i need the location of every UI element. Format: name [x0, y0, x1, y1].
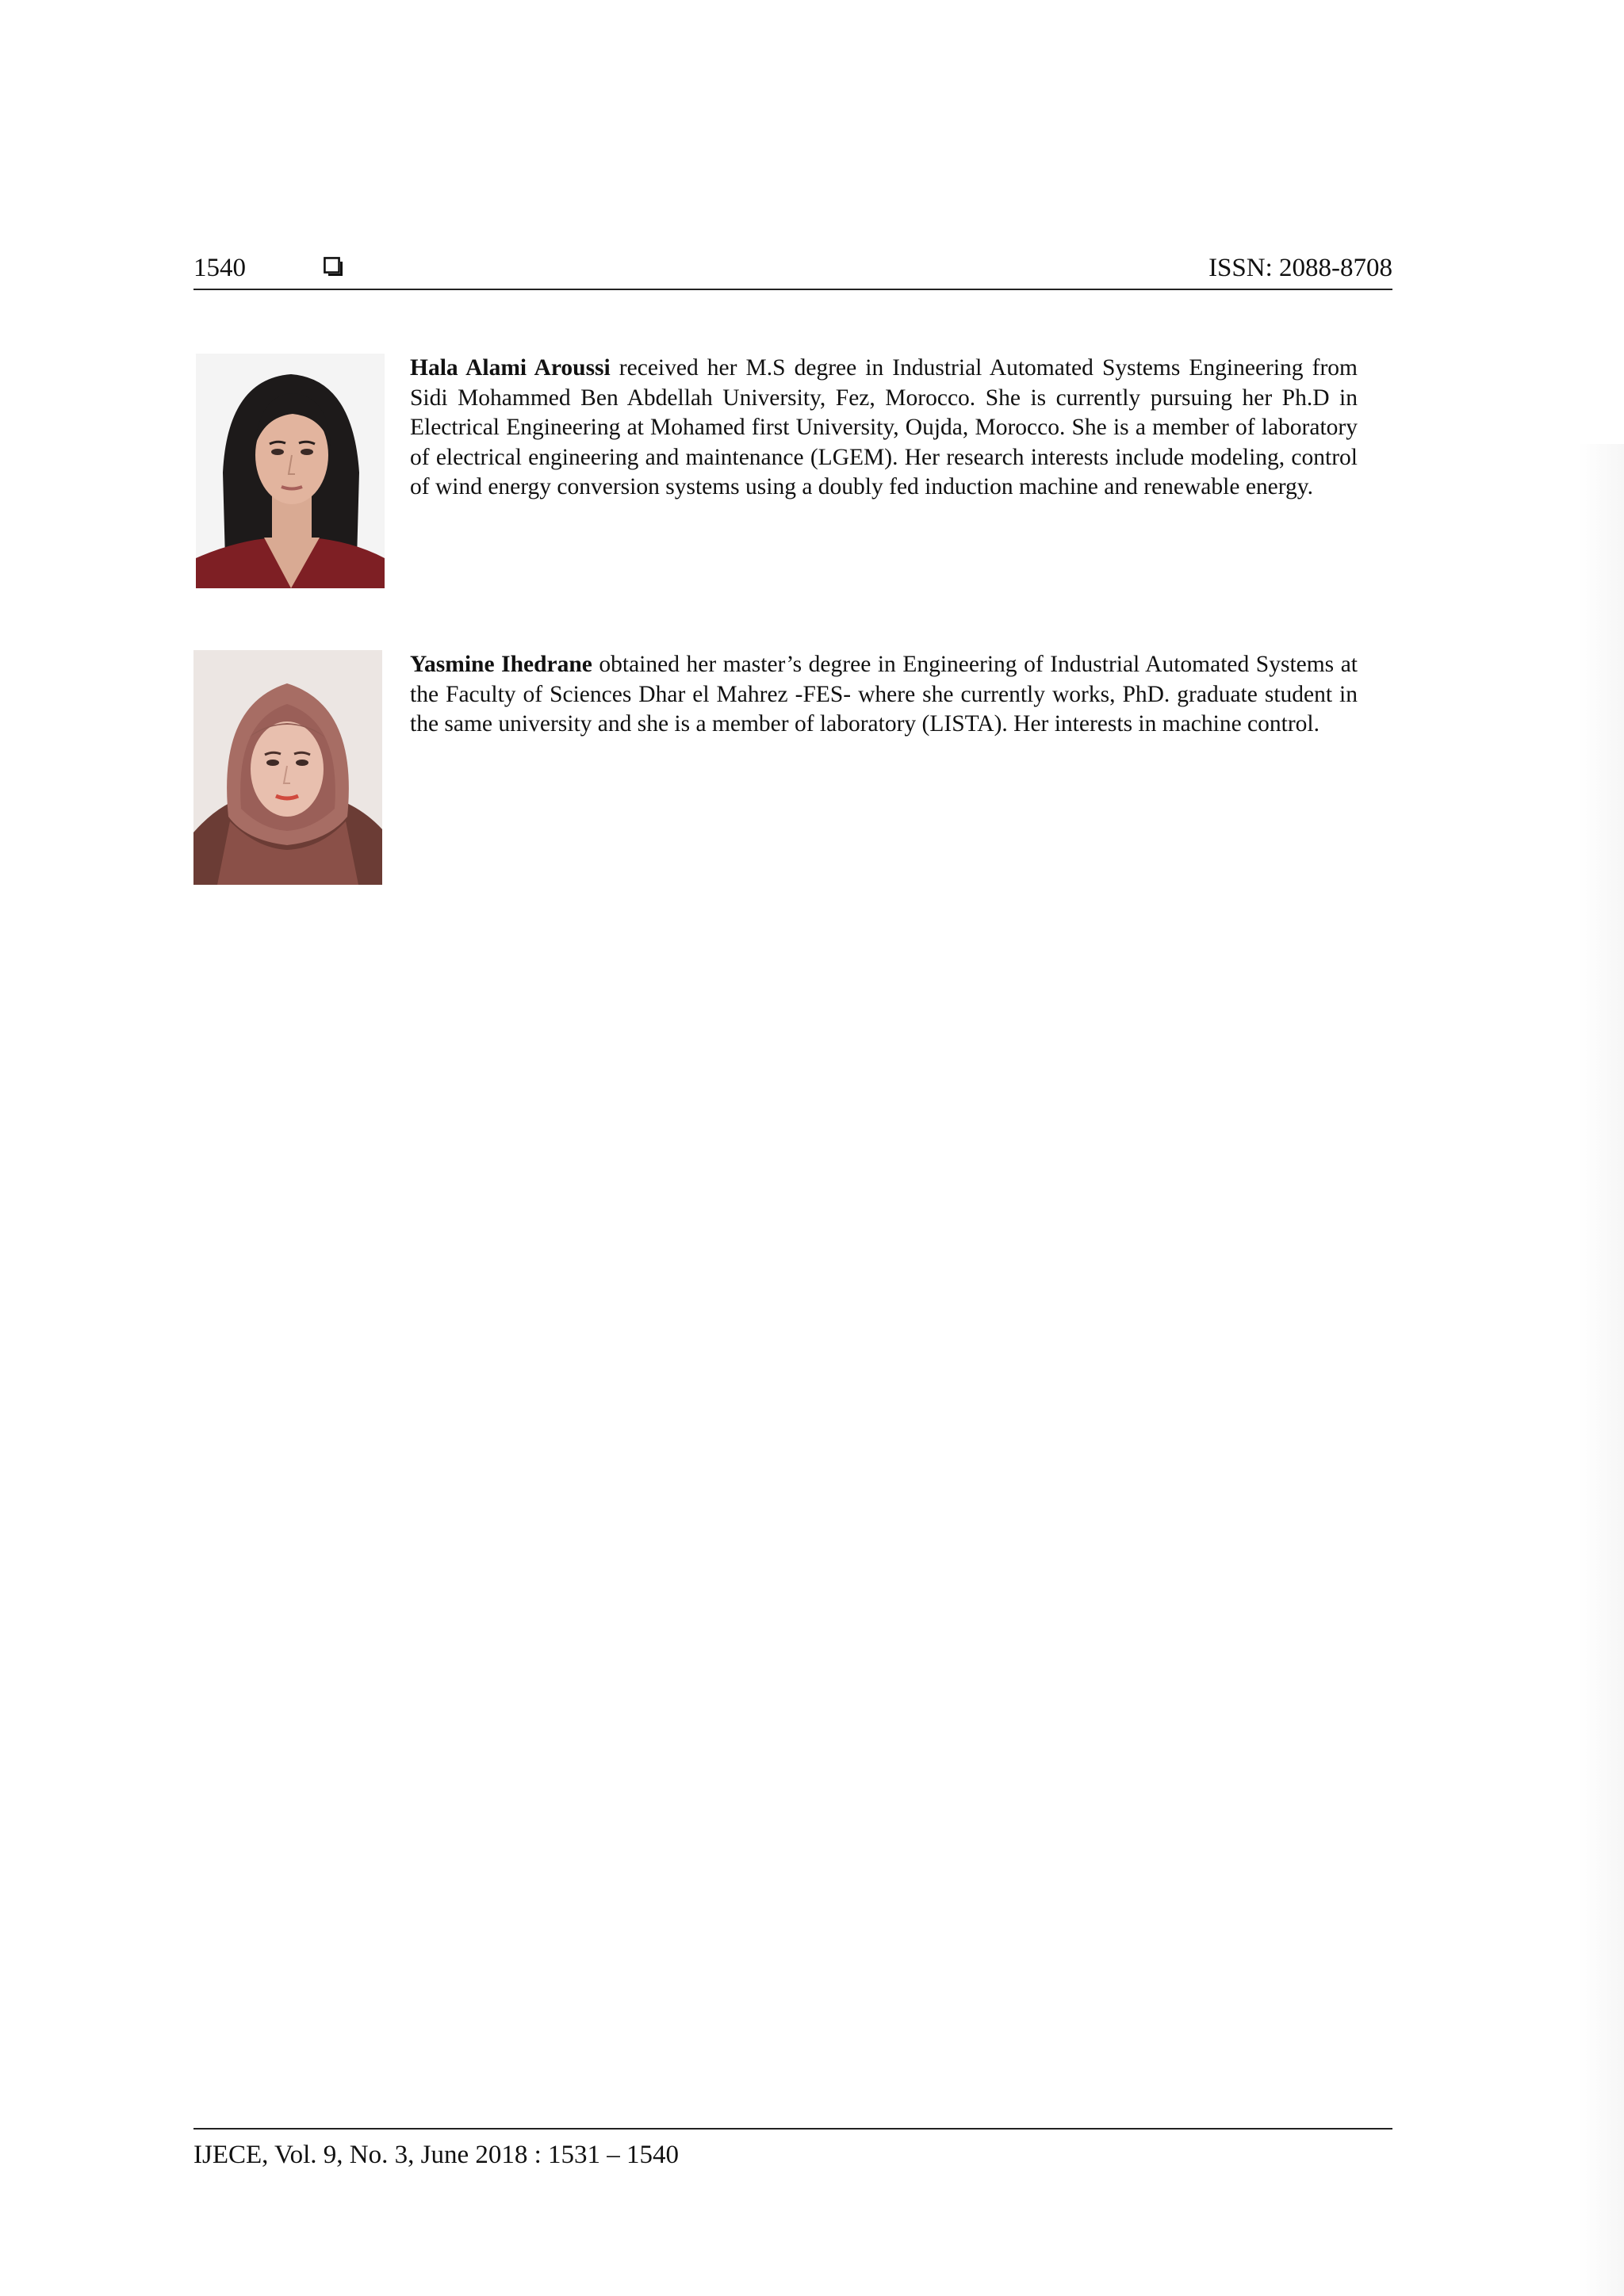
author-bio-text — [410, 650, 1358, 740]
author-bio — [193, 650, 1358, 888]
page-header — [193, 252, 1392, 290]
author-photo — [193, 650, 382, 885]
issn-label: ISSN: 2088-8708 — [1208, 254, 1392, 282]
page-edge-shading — [1578, 444, 1624, 2296]
page-number: 1540 — [193, 254, 246, 282]
author-name: Yasmine Ihedrane — [410, 652, 592, 677]
author-description: received her M.S degree in Industrial Automated Systems Engineering from Sidi Mohammed Ben Abdellah University, Fez, Morocco. She is currently pursuing her Ph.D in Electrical Engineering at Mohamed first University, Oujda, Morocco. She is a member of laboratory of electrical engineering and maintenance (LGEM). Her research interests include modeling, control of wind energy conversion systems using a doubly fed induction machine and renewable energy. — [410, 355, 1358, 499]
page-footer — [193, 2128, 1392, 2171]
author-description: obtained her master’s degree in Engineering of Industrial Automated Systems at the Faculty of Sciences Dhar el Mahrez -FES- where she currently works, PhD. graduate student in the same university and she is a member of laboratory (LISTA). Her interests in machine control. — [410, 652, 1358, 737]
author-bio — [193, 354, 1358, 591]
author-photo — [196, 354, 385, 588]
author-name: Hala Alami Aroussi — [410, 355, 611, 381]
box-icon — [324, 257, 344, 277]
author-bio-text — [410, 354, 1358, 503]
journal-citation: IJECE, Vol. 9, No. 3, June 2018 : 1531 – 1540 — [193, 2141, 680, 2169]
